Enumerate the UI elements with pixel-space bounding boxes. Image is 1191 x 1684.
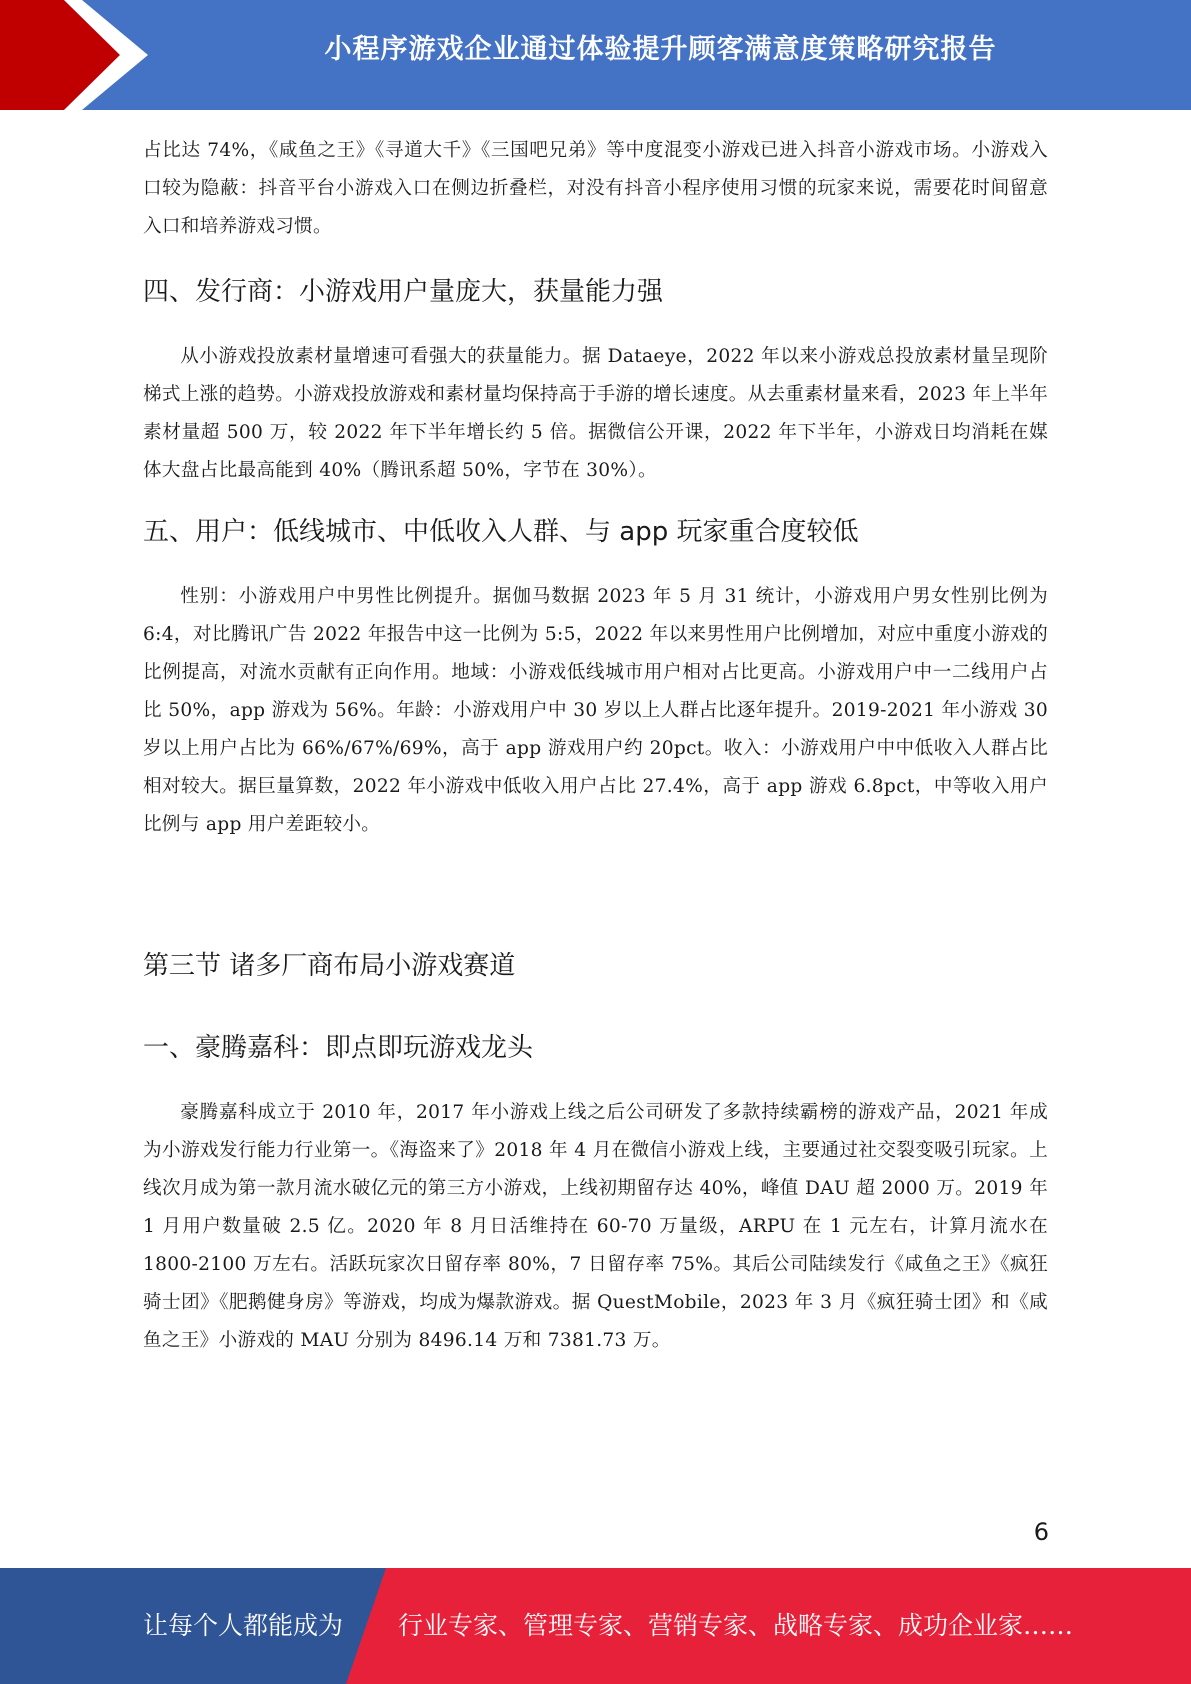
section5-paragraph: 性别：小游戏用户中男性比例提升。据伽马数据 2023 年 5 月 31 统计，小游戏用户男女性别比例为 6:4，对比腾讯广告 2022 年报告中这一比例为 5:5，2022 年以来男性用户比例增加，对应中重度小游戏的比例提高，对流水贡献有正向作用。地域：小游戏低线城市用户相对占比更高。小游戏用户中一二线用户占比 50%，app 游戏为 56%。年龄：小游戏用户中 30 岁以上人群占比逐年提升。2019-2021 年小游戏 30 岁以上用户占比为 66%/67%/69%，高于 app 游戏用户约 20pct。收入：小游戏用户中中低收入人群占比相对较大。据巨量算数，2022 年小游戏中低收入用户占比 27.4%，高于 app 游戏 6.8pct，中等收入用户比例与 app 用户差距较小。 xyxy=(143,586,1048,835)
section4-paragraph: 从小游戏投放素材量增速可看强大的获量能力。据 Dataeye，2022 年以来小游戏总投放素材量呈现阶梯式上涨的趋势。小游戏投放游戏和素材量均保持高于手游的增长速度。从去重素材量来看，2023 年上半年素材量超 500 万，较 2022 年下半年增长约 5 倍。据微信公开课，2022 年下半年，小游戏日均消耗在媒体大盘占比最高能到 40%（腾讯系超 50%，字节在 30%）。 xyxy=(143,346,1048,481)
page-header xyxy=(0,0,1191,110)
footer-slogan-right: 行业专家、管理专家、营销专家、战略专家、成功企业家…… xyxy=(398,1611,1074,1640)
page-footer xyxy=(0,1568,1191,1684)
header-arrow-decoration xyxy=(0,0,160,110)
section5-heading: 五、用户：低线城市、中低收入人群、与 app 玩家重合度较低 xyxy=(143,517,859,547)
document-body xyxy=(143,132,1048,1360)
section4-heading: 四、发行商：小游戏用户量庞大，获量能力强 xyxy=(143,277,664,307)
footer-slogan-left: 让每个人都能成为 xyxy=(143,1611,344,1640)
section-three-heading: 第三节 诸多厂商布局小游戏赛道 xyxy=(143,951,516,981)
intro-paragraph: 占比达 74%，《咸鱼之王》《寻道大千》《三国吧兄弟》等中度混变小游戏已进入抖音小游戏市场。小游戏入口较为隐蔽：抖音平台小游戏入口在侧边折叠栏，对没有抖音小程序使用习惯的玩家来说，需要花时间留意入口和培养游戏习惯。 xyxy=(143,140,1048,237)
header-title: 小程序游戏企业通过体验提升顾客满意度策略研究报告 xyxy=(324,34,997,65)
sub1-heading: 一、豪腾嘉科：即点即玩游戏龙头 xyxy=(143,1033,534,1063)
sub1-paragraph: 豪腾嘉科成立于 2010 年，2017 年小游戏上线之后公司研发了多款持续霸榜的游戏产品，2021 年成为小游戏发行能力行业第一。《海盗来了》2018 年 4 月在微信小游戏上线，主要通过社交裂变吸引玩家。上线次月成为第一款月流水破亿元的第三方小游戏，上线初期留存达 40%，峰值 DAU 超 2000 万。2019 年 1 月用户数量破 2.5 亿。2020 年 8 月日活维持在 60-70 万量级，ARPU 在 1 元左右，计算月流水在 1800-2100 万左右。活跃玩家次日留存率 80%，7 日留存率 75%。其后公司陆续发行《咸鱼之王》《疯狂骑士团》《肥鹅健身房》等游戏，均成为爆款游戏。据 QuestMobile，2023 年 3 月《疯狂骑士团》和《咸鱼之王》小游戏的 MAU 分别为 8496.14 万和 7381.73 万。 xyxy=(143,1102,1048,1351)
page-number: 6 xyxy=(1033,1518,1049,1546)
